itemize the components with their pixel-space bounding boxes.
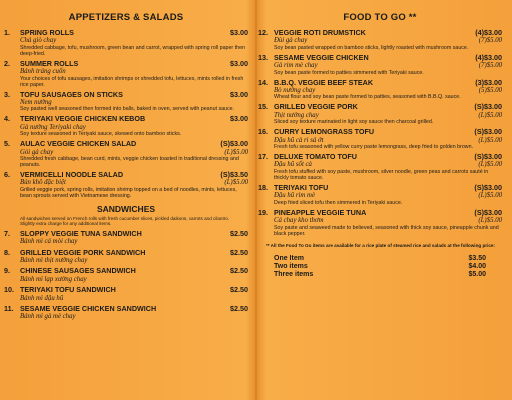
item-name: GRILLED VEGGIE PORK (274, 102, 358, 112)
food-to-go-title: FOOD TO GO ** (343, 12, 417, 23)
item-number: 11. (4, 303, 14, 313)
item-description: Soy paste and seaweed made to believed, seasoned with thick soy sauce, pineapple chunk and black pepper. (274, 224, 499, 237)
item-name: TERIYAKI VEGGIE CHICKEN KEBOB (20, 114, 146, 124)
item-description: Fresh tofu seasoned with yellow curry paste lemongrass, deep fried to golden brown. (274, 144, 474, 151)
item-number: 12. (258, 28, 268, 37)
item-name: SESAME VEGGIE CHICKEN (274, 52, 369, 62)
item-name: AULAC VEGGIE CHICKEN SALAD (20, 139, 137, 149)
item-vietnamese: Bún khô đặc biệt (20, 179, 66, 187)
item-vietnamese: Gà nướng Teriyaki chay (20, 123, 86, 131)
sandwich-note: Slightly extra charge for any additional items. (20, 221, 112, 227)
menu-item (258, 153, 502, 181)
item-description: Sliced soy texture marinated in light soy sauce then charcoal grilled. (274, 119, 434, 126)
menu-item (4, 286, 248, 302)
item-vietnamese: Thịt nướng chay (274, 111, 319, 119)
item-number: 17. (258, 152, 268, 162)
item-number: 16. (258, 127, 268, 137)
item-vietnamese: Chả giò chay (20, 37, 57, 45)
item-price-large: (7)$5.00 (478, 37, 502, 45)
item-name: TERIYAKI TOFU SANDWICH (20, 285, 116, 295)
item-number: 14. (258, 77, 268, 87)
item-description: Soy pasted well seasoned then formed into balls, baked in oven, served with peanut sauce. (20, 106, 235, 113)
sandwich-note: All sandwiches served on French rolls with fresh cucumber slices, pickled daikons, carrots and cilantro. (20, 215, 230, 221)
side-price-table (274, 255, 486, 280)
item-price-large: (L)$5.00 (478, 161, 502, 169)
item-vietnamese: Đậu hũ rim mè (274, 192, 315, 200)
item-name: CURRY LEMONGRASS TOFU (274, 127, 375, 137)
menu-item (4, 171, 248, 199)
item-number: 8. (4, 247, 10, 257)
item-name: PINEAPPLE VEGGIE TUNA (274, 207, 367, 217)
menu-item (258, 128, 502, 150)
item-number: 7. (4, 228, 10, 238)
item-vietnamese: Cá chay kho thơm (274, 217, 324, 225)
menu-item (258, 209, 502, 237)
menu-item (4, 305, 248, 321)
menu-item (4, 230, 248, 246)
item-price: (S)$3.00 (220, 139, 248, 149)
item-name: VERMICELLI NOODLE SALAD (20, 170, 124, 180)
item-description: Your choices of tofu sausages, imitation shrimps or shredded tofu, lettuces, mints rolled in fresh rice paper. (20, 75, 244, 88)
item-price-large: (L)$5.00 (224, 148, 248, 156)
menu-item (4, 29, 248, 57)
item-price-large: (L)$5.00 (478, 111, 502, 119)
item-price: (4)$3.00 (475, 28, 502, 37)
item-number: 2. (4, 58, 10, 68)
menu-item (4, 60, 248, 88)
item-vietnamese: Bánh mì đậu hũ (20, 294, 64, 302)
item-price: $2.50 (230, 247, 248, 257)
item-price: $3.00 (230, 89, 248, 99)
item-name: B.B.Q. VEGGIE BEEF STEAK (274, 77, 374, 87)
item-name: SPRING ROLLS (20, 28, 74, 37)
sandwiches-title: SANDWICHES (96, 203, 156, 214)
menu-item (4, 249, 248, 265)
item-price: (S)$3.00 (474, 207, 502, 217)
side-option-price: $5.00 (468, 270, 486, 278)
item-description: Soy texture seasoned in Teriyaki sauce, skewed onto bamboo sticks. (20, 131, 182, 138)
right-column (258, 6, 502, 279)
item-description: Fresh tofu stuffed with soy paste, mushroom, silver noodle, green peas and carrots sauté in thickly tomato sauce. (274, 168, 489, 181)
item-price-large: (L)$5.00 (478, 192, 502, 200)
item-description: Soy bean paste formed to patties simmered with Teriyaki sauce. (274, 69, 424, 76)
item-description: Shredded cabbage, tofu, mushroom, green bean and carrot, wrapped with spring roll paper then deep-fried. (20, 44, 245, 57)
side-option-label: Two items (274, 262, 308, 270)
item-name: DELUXE TOMATO TOFU (274, 152, 357, 162)
item-description: Shredded fresh cabbage, bean curd, mints, veggie chicken toasted in traditional dressing and peanuts. (20, 156, 239, 169)
item-vietnamese: Bò nướng chay (274, 87, 316, 95)
side-option-label: One Item (274, 254, 304, 262)
menu-item (4, 140, 248, 168)
menu-item (258, 54, 502, 76)
appetizers-title: APPETIZERS & SALADS (68, 12, 184, 23)
item-number: 19. (258, 207, 268, 217)
item-vietnamese: Gà rim mè chay (274, 62, 318, 70)
item-number: 1. (4, 28, 10, 37)
item-price: $3.00 (230, 114, 248, 124)
item-vietnamese: Bánh mì thịt nướng chay (20, 256, 88, 264)
item-name: GRILLED VEGGIE PORK SANDWICH (20, 247, 146, 257)
item-price: $2.50 (230, 303, 248, 313)
item-number: 6. (4, 170, 10, 180)
item-price: (S)$3.00 (474, 127, 502, 137)
item-price: (4)$3.00 (475, 52, 502, 62)
item-vietnamese: Gỏi gà chay (20, 148, 54, 156)
item-price: $2.50 (230, 285, 248, 295)
item-price: $2.50 (230, 228, 248, 238)
item-vietnamese: Đùi gà chay (274, 37, 308, 45)
item-price: (S)$3.00 (474, 182, 502, 192)
item-name: VEGGIE ROTI DRUMSTICK (274, 28, 366, 37)
item-description: Deep fried sliced tofu then simmered in Teriyaki sauce. (274, 199, 403, 206)
item-name: TERIYAKI TOFU (274, 182, 329, 192)
item-price: $3.00 (230, 28, 248, 37)
menu-item (4, 91, 248, 113)
item-number: 15. (258, 102, 268, 112)
item-name: SLOPPY VEGGIE TUNA SANDWICH (20, 228, 142, 238)
left-column (4, 6, 248, 324)
menu-item (258, 184, 502, 206)
item-number: 5. (4, 139, 10, 149)
item-number: 9. (4, 266, 10, 276)
item-vietnamese: Bánh mì lạp xưởng chay (20, 275, 87, 283)
side-option-label: Three items (274, 270, 314, 278)
item-price: $2.50 (230, 266, 248, 276)
item-price: (3)$3.00 (475, 77, 502, 87)
item-name: SESAME VEGGIE CHICKEN SANDWICH (20, 303, 157, 313)
item-number: 10. (4, 285, 14, 295)
item-price: (S)$3.00 (474, 102, 502, 112)
item-price-large: (5)$5.00 (478, 87, 502, 95)
menu-item (258, 29, 502, 51)
item-name: CHINESE SAUSAGES SANDWICH (20, 266, 136, 276)
item-description: Soy bean pasted wrapped on bamboo sticks, lightly roasted with mushroom sauce. (274, 44, 469, 51)
item-vietnamese: Bánh mì gà mè chay (20, 313, 76, 321)
menu-item (258, 79, 502, 101)
page-fold (255, 0, 257, 400)
item-vietnamese: Bánh mì cá mòi chay (20, 238, 78, 246)
item-price: $3.00 (230, 58, 248, 68)
menu-item (258, 103, 502, 125)
side-note: ** All the Food To Go items are available for a rice plate of steamed rice and salads at the following price: (266, 242, 495, 248)
item-price: (S)$3.00 (474, 152, 502, 162)
item-number: 3. (4, 89, 10, 99)
side-option-price: $3.50 (468, 254, 486, 262)
item-number: 4. (4, 114, 10, 124)
item-price-large: (7)$5.00 (478, 62, 502, 70)
item-description: Wheat flour and soy bean paste formed to patties, seasoned with B.B.Q. sauce. (274, 94, 461, 101)
item-vietnamese: Đậu hũ cà ri sả ớt (274, 136, 324, 144)
item-name: TOFU SAUSAGES ON STICKS (20, 89, 123, 99)
item-description: Grilled veggie pork, spring rolls, imitation shrimp topped on a bed of noodles, mints, lettuces, bean sprouts served with Vietnamese dressing. (20, 186, 237, 199)
item-price: (S)$3.50 (220, 170, 248, 180)
item-name: SUMMER ROLLS (20, 58, 79, 68)
item-vietnamese: Đậu hũ sốt cà (274, 161, 312, 169)
item-price-large: (L)$5.00 (224, 179, 248, 187)
item-number: 18. (258, 182, 268, 192)
menu-item (4, 115, 248, 137)
side-option-price: $4.00 (468, 262, 486, 270)
item-vietnamese: Nem nướng (20, 99, 52, 107)
item-price-large: (L)$5.00 (478, 136, 502, 144)
menu-item (4, 267, 248, 283)
item-vietnamese: Bánh tráng cuốn (20, 68, 66, 76)
item-number: 13. (258, 52, 268, 62)
item-price-large: (L)$5.00 (478, 217, 502, 225)
